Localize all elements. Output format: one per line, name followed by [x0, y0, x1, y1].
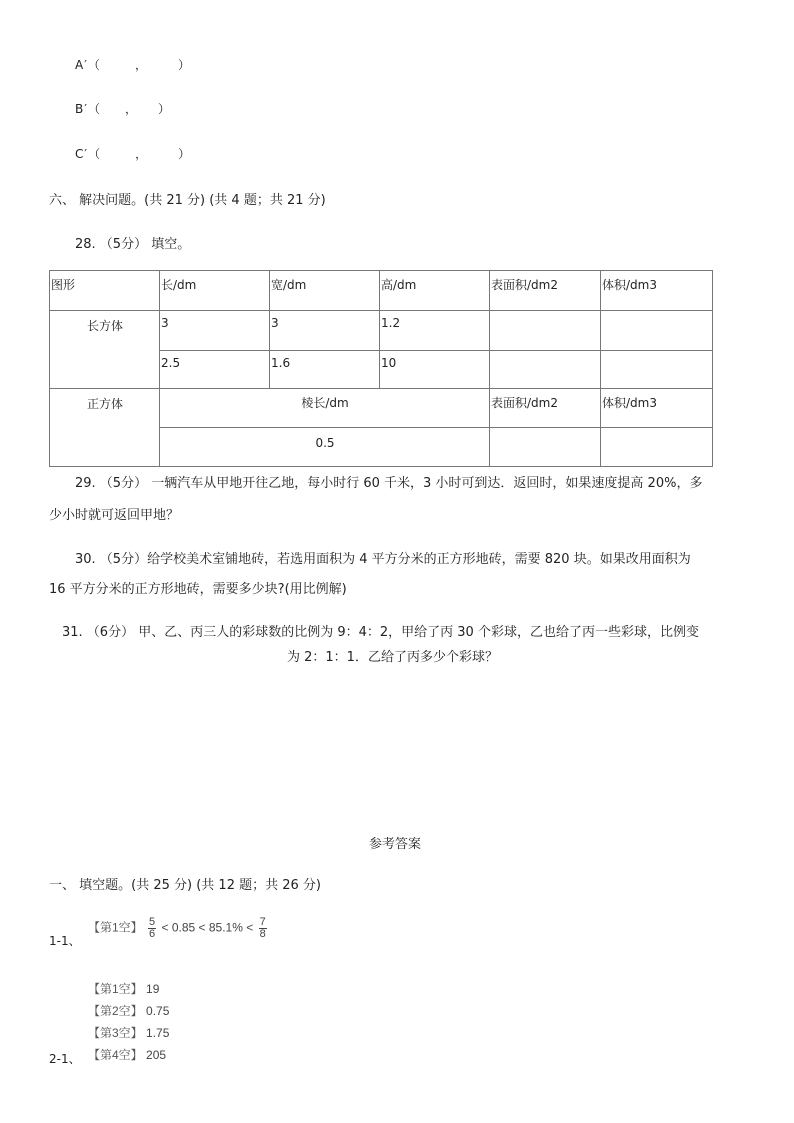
cube-surface-header: 表面积/dm2 [490, 389, 601, 428]
cuboid-row1-height: 1.2 [380, 311, 490, 351]
answer-2-1-tag: 【第2空】 [88, 1004, 143, 1018]
coord-a-sep: ， [134, 58, 148, 72]
q31-line1: 31. （6分） 甲、乙、丙三人的彩球数的比例为 9：4：2，甲给了丙 30 个彩球，乙也给了丙一些彩球，比例变 [62, 625, 699, 640]
header-volume: 体积/dm3 [601, 271, 713, 311]
q29-line1: 29. （5分） 一辆汽车从甲地开往乙地，每小时行 60 千米，3 小时可到达．返回时，如果速度提高 20%，多 [75, 476, 703, 491]
coord-b-prime [75, 100, 171, 117]
cube-volume-blank [601, 428, 713, 467]
q30-line2: 16 平方分米的正方形地砖，需要多少块?(用比例解) [49, 582, 347, 597]
answer-2-1 [88, 978, 169, 1066]
answer-1-1-mid: < 0.85 < 85.1% < [158, 920, 257, 935]
answer-2-1-item [88, 978, 169, 1000]
q28-table [49, 270, 713, 467]
coord-b-sep: ， [124, 102, 138, 116]
fraction-7-8 [259, 917, 267, 940]
answer-2-1-item [88, 1022, 169, 1044]
cuboid-row1-width: 3 [270, 311, 380, 351]
q30-line1: 30. （5分）给学校美术室铺地砖，若选用面积为 4 平方分米的正方形地砖，需要 820 块。如果改用面积为 [75, 552, 691, 567]
answer-2-1-value: 0.75 [146, 1004, 170, 1018]
answers-title: 参考答案 [369, 837, 422, 852]
coord-a-close: ） [177, 58, 191, 72]
cuboid-row2-width: 1.6 [270, 351, 380, 389]
cube-label: 正方体 [50, 389, 160, 467]
cuboid-row1-surface-blank [490, 311, 601, 351]
cuboid-row2-volume-blank [601, 351, 713, 389]
section-6-title: 六、 解决问题。(共 21 分) (共 4 题；共 21 分) [49, 193, 326, 208]
answer-2-1-tag: 【第3空】 [88, 1026, 143, 1040]
cuboid-row2-height: 10 [380, 351, 490, 389]
coord-b-close: ） [157, 102, 171, 116]
fraction-7-8-num: 7 [259, 916, 266, 928]
coord-c-label: C′（ [75, 147, 102, 161]
q28-title: 28. （5分） 填空。 [75, 237, 191, 252]
cuboid-row2-length: 2.5 [160, 351, 270, 389]
coord-a-prime [75, 56, 191, 73]
header-shape: 图形 [50, 271, 160, 311]
fraction-5-6-num: 5 [149, 916, 156, 928]
cuboid-row2-surface-blank [490, 351, 601, 389]
q29-line2: 少小时就可返回甲地？ [49, 508, 180, 523]
cuboid-row1-length: 3 [160, 311, 270, 351]
header-height: 高/dm [380, 271, 490, 311]
coord-a-label: A′（ [75, 58, 101, 72]
fraction-5-6 [148, 917, 156, 940]
answer-2-1-item [88, 1000, 169, 1022]
header-width: 宽/dm [270, 271, 380, 311]
answer-1-1 [88, 917, 269, 940]
cube-edge-value: 0.5 [160, 428, 490, 467]
fraction-5-6-den: 6 [149, 928, 156, 940]
answer-2-1-tag: 【第1空】 [88, 982, 143, 996]
header-length: 长/dm [160, 271, 270, 311]
coord-b-label: B′（ [75, 102, 101, 116]
cuboid-row1-volume-blank [601, 311, 713, 351]
coord-c-sep: ， [135, 147, 149, 161]
answer-2-1-label: 2-1、 [49, 1052, 81, 1066]
cube-edge-header: 棱长/dm [160, 389, 490, 428]
answer-2-1-tag: 【第4空】 [88, 1048, 143, 1062]
answers-section1-title: 一、 填空题。(共 25 分) (共 12 题；共 26 分) [49, 878, 321, 893]
answer-2-1-value: 19 [146, 982, 160, 996]
answer-2-1-value: 205 [146, 1048, 167, 1062]
answer-1-1-tag: 【第1空】 [88, 920, 143, 935]
header-surface-area: 表面积/dm2 [490, 271, 601, 311]
q31-line2: 为 2：1：1．乙给了丙多少个彩球？ [287, 650, 498, 665]
coord-c-close: ） [178, 147, 192, 161]
cube-volume-header: 体积/dm3 [601, 389, 713, 428]
answer-2-1-item [88, 1044, 169, 1066]
answer-2-1-value: 1.75 [146, 1026, 170, 1040]
answer-1-1-label: 1-1、 [49, 934, 81, 948]
fraction-7-8-den: 8 [259, 928, 266, 940]
cube-surface-blank [490, 428, 601, 467]
coord-c-prime [75, 145, 191, 162]
cuboid-label: 长方体 [50, 311, 160, 389]
